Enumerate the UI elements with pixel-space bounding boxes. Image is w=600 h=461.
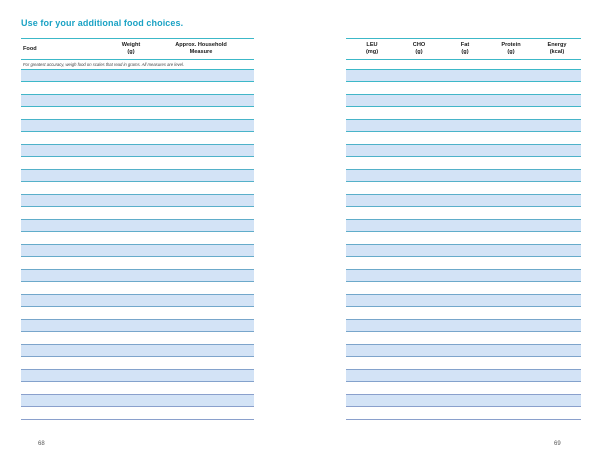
entry-row-shaded [21,344,254,357]
entry-row-blank [346,407,581,419]
entry-row-shaded [346,144,581,157]
page-number-right: 69 [554,441,561,447]
column-protein: Protein (g) [501,42,521,55]
entry-row-shaded [346,94,581,107]
column-weight: Weight (g) [121,42,141,55]
entry-row-shaded [346,244,581,257]
entry-row-blank [346,307,581,319]
entry-row-blank [21,107,254,119]
entry-row-blank [346,357,581,369]
entry-row-shaded [346,344,581,357]
entry-row-blank [21,307,254,319]
column-household-measure: Approx. Household Measure [175,42,227,55]
entry-row-shaded [21,69,254,82]
entry-row-shaded [21,294,254,307]
column-fat: Fat (g) [460,42,470,55]
column-leu: LEU (mg) [365,42,379,55]
entry-row-blank [346,182,581,194]
entry-row-blank [346,82,581,94]
page-number-left: 68 [38,441,45,447]
entry-row-blank [346,207,581,219]
weighing-note: For greatest accuracy, weigh food on scales that read in grams. All measures are level. [23,62,185,67]
nutrient-table [346,38,581,420]
entry-row-shaded [21,194,254,207]
entry-row-blank [21,182,254,194]
entry-row-blank [21,157,254,169]
entry-row-blank [346,157,581,169]
entry-row-blank [346,332,581,344]
column-food: Food [23,46,37,52]
entry-row-shaded [21,94,254,107]
column-energy: Energy (kcal) [547,42,567,55]
table-bottom-rule [346,419,581,420]
entry-row-blank [21,407,254,419]
entry-row-shaded [346,69,581,82]
entry-row-shaded [21,219,254,232]
page-heading: Use for your additional food choices. [21,18,184,28]
entry-row-blank [346,257,581,269]
entry-row-blank [21,232,254,244]
food-rows [21,69,254,420]
column-cho: CHO (g) [412,42,426,55]
entry-row-shaded [346,369,581,382]
entry-row-shaded [21,369,254,382]
entry-row-shaded [346,319,581,332]
food-table-header [21,38,254,60]
note-spacer [346,60,581,69]
entry-row-blank [21,132,254,144]
entry-row-blank [346,132,581,144]
entry-row-shaded [346,269,581,282]
entry-row-blank [21,357,254,369]
entry-row-shaded [21,144,254,157]
entry-row-blank [21,382,254,394]
entry-row-shaded [21,119,254,132]
entry-row-shaded [346,394,581,407]
entry-row-blank [346,107,581,119]
entry-row-blank [21,82,254,94]
entry-row-shaded [346,194,581,207]
food-table [21,38,254,420]
entry-row-shaded [346,219,581,232]
entry-row-blank [21,332,254,344]
nutrient-table-header [346,38,581,60]
entry-row-shaded [346,119,581,132]
entry-row-blank [346,382,581,394]
entry-row-blank [21,282,254,294]
entry-row-blank [21,257,254,269]
entry-row-shaded [346,294,581,307]
entry-row-shaded [346,169,581,182]
table-bottom-rule [21,419,254,420]
nutrient-rows [346,69,581,420]
entry-row-blank [346,282,581,294]
entry-row-shaded [21,169,254,182]
entry-row-shaded [21,394,254,407]
entry-row-blank [346,232,581,244]
entry-row-shaded [21,269,254,282]
entry-row-blank [21,207,254,219]
entry-row-shaded [21,244,254,257]
entry-row-shaded [21,319,254,332]
